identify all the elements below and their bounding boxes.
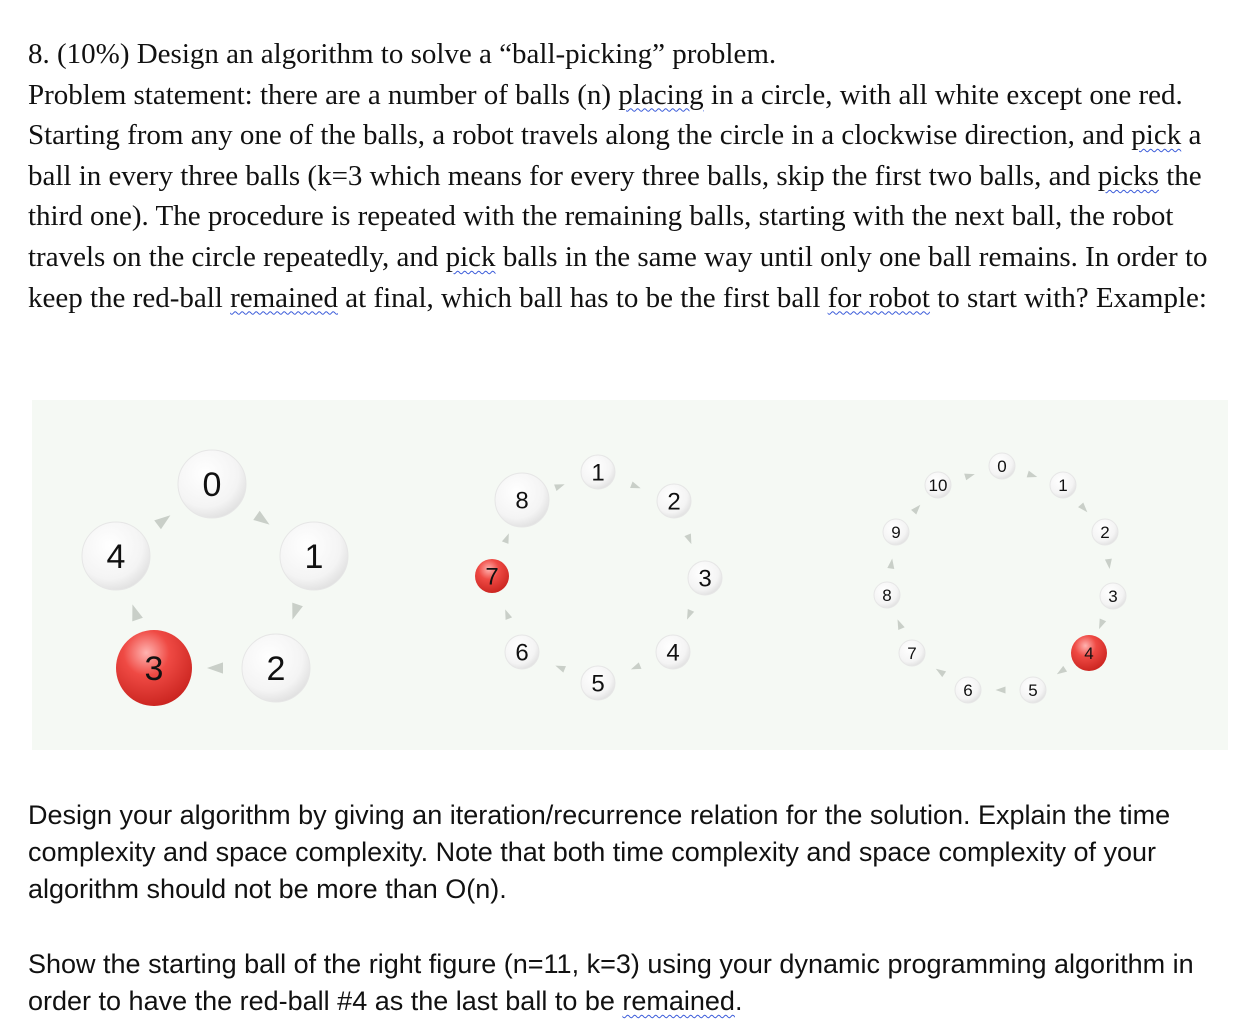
ball-number-label: 4 (666, 639, 680, 667)
skip-arrow-icon (1078, 502, 1090, 514)
spell-flag-for-robot: for robot (827, 281, 930, 314)
question-paragraph (28, 946, 1228, 1020)
skip-arrow-icon (911, 502, 923, 514)
ball-number-label: 3 (698, 565, 712, 593)
ball-number-label: 0 (997, 457, 1007, 477)
ball-number-label: 10 (928, 476, 948, 496)
skip-arrow-icon (887, 558, 895, 569)
ball-circles-diagram (32, 400, 1228, 750)
ball-number-label: 8 (515, 487, 529, 515)
ball-number-label: 8 (882, 586, 892, 606)
problem-text-1: Problem statement: there are a number of balls (n) (28, 78, 619, 111)
spell-flag-pick-2: pick (445, 240, 496, 273)
problem-text-3: a ball in every three balls (k=3 which means for every three balls, skip the first two balls, and (28, 119, 1202, 192)
ball-number-label: 1 (591, 459, 605, 487)
problem-text-6: at final, which ball has to be the first ball (337, 281, 828, 314)
ball-number-label: 7 (485, 563, 499, 591)
skip-arrow-icon (502, 532, 512, 544)
ball-number-label: 4 (1084, 644, 1094, 664)
problem-body (28, 75, 1238, 319)
ball-number-label: 5 (1028, 681, 1038, 701)
skip-arrow-icon (630, 481, 642, 491)
problem-text-7: to start with? Example: (929, 281, 1207, 314)
circle-example-8-balls (475, 455, 722, 700)
problem-heading: 8. (10%) Design an algorithm to solve a “ball-picking” problem. (28, 38, 777, 70)
instructions-paragraph: Design your algorithm by giving an iteration/recurrence relation for the solution. Explain the time complexity and space complexity. Note that both time complexity and space complexity of your algorithm should not be more than O(n). (28, 800, 1171, 904)
spell-flag-picks: picks (1097, 159, 1159, 192)
ball-number-label: 4 (106, 538, 126, 577)
skip-arrow-icon (684, 609, 694, 621)
skip-arrow-icon (964, 471, 976, 481)
skip-arrow-icon (684, 534, 694, 546)
spell-flag-remained: remained (230, 281, 338, 314)
skip-arrow-icon (1096, 619, 1106, 631)
ball-number-label: 6 (515, 639, 529, 667)
ball-number-label: 2 (1100, 523, 1110, 543)
skip-arrow-icon (630, 662, 642, 672)
skip-arrow-icon (207, 662, 223, 673)
ball-number-label: 2 (667, 488, 681, 516)
circle-example-11-balls (874, 453, 1126, 703)
skip-arrow-icon (154, 511, 174, 530)
skip-arrow-icon (934, 666, 946, 677)
ball-number-label: 0 (202, 466, 222, 505)
ball-number-label: 1 (1058, 476, 1068, 496)
ball-number-label: 5 (591, 670, 605, 698)
problem-text-5: balls in the same way until only one ball remains. In order to keep the red-ball (28, 240, 1208, 314)
spell-flag-placing: placing (618, 78, 704, 111)
skip-arrow-icon (1027, 471, 1039, 481)
spell-flag-remained-2: remained (622, 986, 735, 1016)
ball-number-label: 2 (266, 650, 286, 689)
problem-text-2: in a circle, with all white except one red. Starting from any one of the balls, a robot travels along the circle in a clockwise direction, and (28, 78, 1183, 152)
skip-arrow-icon (502, 608, 512, 620)
ball-number-label: 3 (144, 650, 164, 689)
example-figure (32, 400, 1228, 750)
skip-arrow-icon (1105, 559, 1113, 570)
skip-arrow-icon (996, 687, 1006, 694)
skip-arrow-icon (554, 481, 566, 491)
ball-number-label: 6 (963, 681, 973, 701)
ball-number-label: 3 (1108, 587, 1118, 607)
skip-arrow-icon (253, 511, 273, 529)
ball-number-label: 1 (304, 538, 324, 577)
problem-statement (28, 34, 1238, 318)
ball-number-label: 7 (907, 644, 917, 664)
problem-text-4: the third one). The procedure is repeated with the remaining balls, starting with the next ball, the robot travels on the circle repeatedly, and (28, 159, 1202, 273)
skip-arrow-icon (287, 603, 303, 622)
skip-arrow-icon (894, 618, 904, 630)
ball-number-label: 9 (891, 523, 901, 543)
skip-arrow-icon (1055, 666, 1067, 677)
question-end: . (734, 986, 743, 1016)
question-text: Show the starting ball of the right figure (n=11, k=3) using your dynamic programming algorithm in order to have the red-ball #4 as the last ball to be (28, 949, 1194, 1016)
skip-arrow-icon (127, 603, 143, 622)
skip-arrow-icon (554, 662, 566, 672)
circle-example-5-balls (82, 450, 348, 706)
spell-flag-pick: pick (1131, 119, 1182, 152)
